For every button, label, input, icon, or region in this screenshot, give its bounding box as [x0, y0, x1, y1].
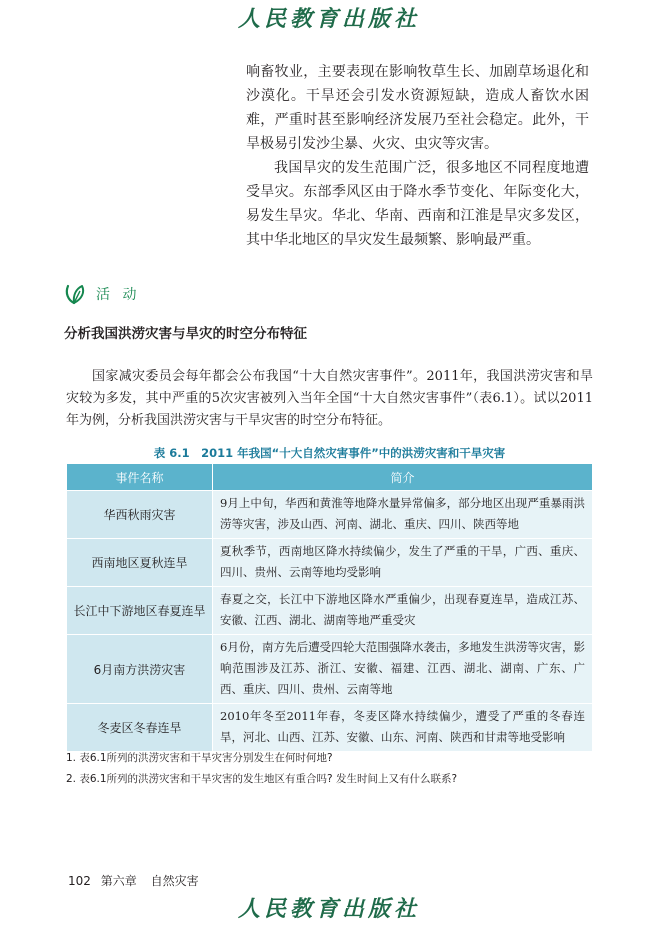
chapter-label: 第六章: [100, 874, 137, 888]
table-row: [67, 635, 593, 704]
event-name-cell: 长江中下游地区春夏连旱: [67, 587, 213, 635]
event-summary-cell: 9月上中旬，华西和黄淮等地降水量异常偏多，部分地区出现严重暴雨洪涝等灾害，涉及山西、河南、湖北、重庆、四川、陕西等地: [213, 491, 593, 539]
chapter-title: 自然灾害: [150, 874, 199, 888]
event-summary-cell: 夏秋季节，西南地区降水持续偏少，发生了严重的干旱，广西、重庆、四川、贵州、云南等地均受影响: [213, 539, 593, 587]
table-row: [67, 539, 593, 587]
disaster-table: [66, 463, 593, 752]
header-summary: 简介: [213, 464, 593, 491]
event-name-cell: 西南地区夏秋连旱: [67, 539, 213, 587]
event-summary-cell: 2010年冬至2011年春，冬麦区降水持续偏少，遭受了严重的冬春连旱，河北、山西、江苏、安徽、山东、河南、陕西和甘肃等地受影响: [213, 704, 593, 752]
table-row: [67, 491, 593, 539]
publisher-logo-bottom: 人民教育出版社: [237, 896, 420, 922]
page-footer: [68, 872, 199, 889]
body-paragraph-1: 响畜牧业，主要表现在影响牧草生长、加剧草场退化和沙漠化。干旱还会引发水资源短缺，造成人畜饮水困难，严重时甚至影响经济发展乃至社会稳定。此外，干旱极易引发沙尘暴、火灾、虫灾等灾害。: [246, 64, 589, 152]
question-list: [66, 748, 596, 790]
publisher-logo-top: 人民教育出版社: [237, 6, 420, 32]
activity-intro: 国家减灾委员会每年都会公布我国“十大自然灾害事件”。2011年，我国洪涝灾害和旱灾较为多发，其中严重的5次灾害被列入当年全国“十大自然灾害事件”（表6.1）。试以2011年为例，分析我国洪涝灾害与干旱灾害的时空分布特征。: [66, 369, 593, 428]
activity-header: [64, 282, 140, 306]
activity-leaf-icon: [64, 283, 90, 305]
table-row: [67, 587, 593, 635]
section-title: 分析我国洪涝灾害与旱灾的时空分布特征: [64, 326, 307, 342]
table-caption: 表 6.1 2011 年我国“十大自然灾害事件”中的洪涝灾害和干旱灾害: [153, 446, 506, 460]
page-number: 102: [68, 874, 91, 888]
table-header-row: [67, 464, 593, 491]
question-item: 1. 表6.1所列的洪涝灾害和干旱灾害分别发生在何时何地?: [66, 752, 333, 764]
event-summary-cell: 6月份，南方先后遭受四轮大范围强降水袭击，多地发生洪涝等灾害，影响范围涉及江苏、浙江、安徽、福建、江西、湖北、湖南、广东、广西、重庆、四川、贵州、云南等地: [213, 635, 593, 704]
body-paragraph-2: 我国旱灾的发生范围广泛，很多地区不同程度地遭受旱灾。东部季风区由于降水季节变化、年际变化大，易发生旱灾。华北、华南、西南和江淮是旱灾多发区，其中华北地区的旱灾发生最频繁、影响最严重。: [246, 160, 589, 248]
event-name-cell: 冬麦区冬春连旱: [67, 704, 213, 752]
event-summary-cell: 春夏之交，长江中下游地区降水严重偏少，出现春夏连旱，造成江苏、安徽、江西、湖北、湖南等地严重受灾: [213, 587, 593, 635]
header-event-name: 事件名称: [67, 464, 213, 491]
activity-label: 活 动: [96, 287, 141, 303]
question-item: 2. 表6.1所列的洪涝灾害和干旱灾害的发生地区有重合吗? 发生时间上又有什么联系?: [66, 773, 458, 785]
event-name-cell: 6月南方洪涝灾害: [67, 635, 213, 704]
event-name-cell: 华西秋雨灾害: [67, 491, 213, 539]
table-row: [67, 704, 593, 752]
